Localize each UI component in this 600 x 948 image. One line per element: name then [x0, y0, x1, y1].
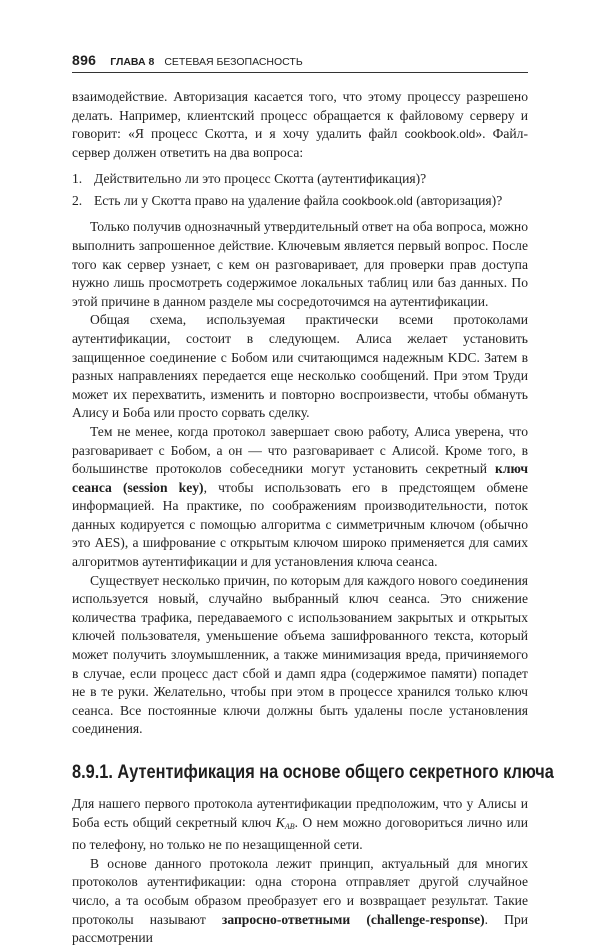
paragraph: Только получив однозначный утвердительный ответ на оба вопроса, можно выполнить запрошенное действие. Ключевым является первый вопрос. После того как сервер узнает, с кем он разговаривает, для проверки прав доступа нужно лишь просмотреть содержимое локальных таблиц или баз данных. По этой причине в данном разделе мы сосредоточимся на аутентификации.	[72, 219, 528, 309]
text-run: Тем не менее, когда протокол завершает свою работу, Алиса уверена, что разговаривает с Бобом, а он — что разговаривает с Алисой. Кроме того, в большинстве протоколов собеседники могут установить секретный	[72, 423, 528, 477]
text-run: , чтобы использовать его в предстоящем обмене информацией. На практике, по соображениям производительности, поток данных кодируется с помощью алгоритма с симметричным ключом (обычно это AES), а шифрование с открытым ключом широко применяется для самих алгоритмов аутентификации и для установления ключа сеанса.	[72, 479, 528, 570]
paragraph: Общая схема, используемая практически всеми протоколами аутентификации, состоит в следующем. Алиса желает установить защищенное соединение с Бобом или считающимся надежным KDC. Затем в разных направлениях передается еще несколько сообщений. При этом Труди может их перехватить, изменить и повторно воспроизвести, чтобы обмануть Алису и Боба или просто сорвать сделку.	[72, 312, 528, 421]
text-run: . При рассмотрении	[72, 911, 529, 946]
key-symbol	[276, 815, 295, 830]
chapter-title: СЕТЕВАЯ БЕЗОПАСНОСТЬ	[164, 56, 303, 68]
questions-list	[72, 168, 528, 212]
filename: cookbook.old	[342, 194, 413, 209]
text-run: . О нем можно договориться лично или по телефону, но только не по незащищенной сети.	[72, 814, 528, 853]
list-item	[72, 190, 528, 212]
paragraph	[72, 855, 528, 948]
list-number: 2.	[72, 193, 83, 209]
intro-text-1: взаимодействие. Авторизация касается того, что этому процессу разрешено делать. Например, клиентский процесс обращается к файловому серверу и говорит: «Я процесс Скотта, и я хочу удалить файл	[72, 89, 528, 142]
list-text-after: (авторизация)?	[412, 193, 503, 209]
intro-paragraph	[72, 88, 528, 162]
filename: cookbook.old	[404, 127, 476, 142]
key-term: ключ сеанса (session key)	[72, 461, 528, 495]
list-text: Действительно ли это процесс Скотта (аутентификация)?	[94, 171, 427, 187]
chapter-label: ГЛАВА 8	[110, 56, 155, 68]
paragraph	[72, 795, 528, 855]
text-run: Для нашего первого протокола аутентификации предположим, что у Алисы и Боба есть общий секретный ключ	[72, 796, 528, 830]
page-number: 896	[72, 52, 97, 68]
paragraph	[72, 423, 528, 572]
paragraph: Существует несколько причин, по которым для каждого нового соединения используется новый, случайно выбранный ключ сеанса. Это снижение количества трафика, передаваемого с использованием закрытых и открытых ключей пользователя, уменьшение объема зашифрованного текста, который может получить злоумышленник, а также минимизация вреда, причиняемого в случае, если процесс даст сбой и дамп ядра (содержимое памяти) попадет не в те руки. Желательно, чтобы при этом в процессе хранился только ключ сеанса. Все постоянные ключи должны быть удалены после установления соединения.	[72, 572, 528, 737]
list-text-before: Есть ли у Скотта право на удаление файла	[94, 193, 343, 209]
section-heading: 8.9.1. Аутентификация на основе общего секретного ключа	[72, 762, 554, 783]
list-text	[94, 190, 502, 212]
key-term: запросно-ответными (challenge-response)	[221, 911, 485, 927]
key-letter: K	[275, 814, 285, 830]
text-run: В основе данного протокола лежит принцип, актуальный для многих протоколов аутентификации: одна сторона отправляет другой случайное число, а та особым образом преобразует его и возвращает результат. Такие протоколы называют	[72, 855, 528, 927]
page-body	[72, 88, 554, 948]
key-subscript: AB	[284, 821, 295, 831]
list-item	[72, 168, 528, 190]
running-header	[72, 52, 528, 73]
list-number: 1.	[72, 171, 83, 187]
intro-text-2: ». Файл-сервер должен ответить на два вопроса:	[72, 126, 528, 160]
